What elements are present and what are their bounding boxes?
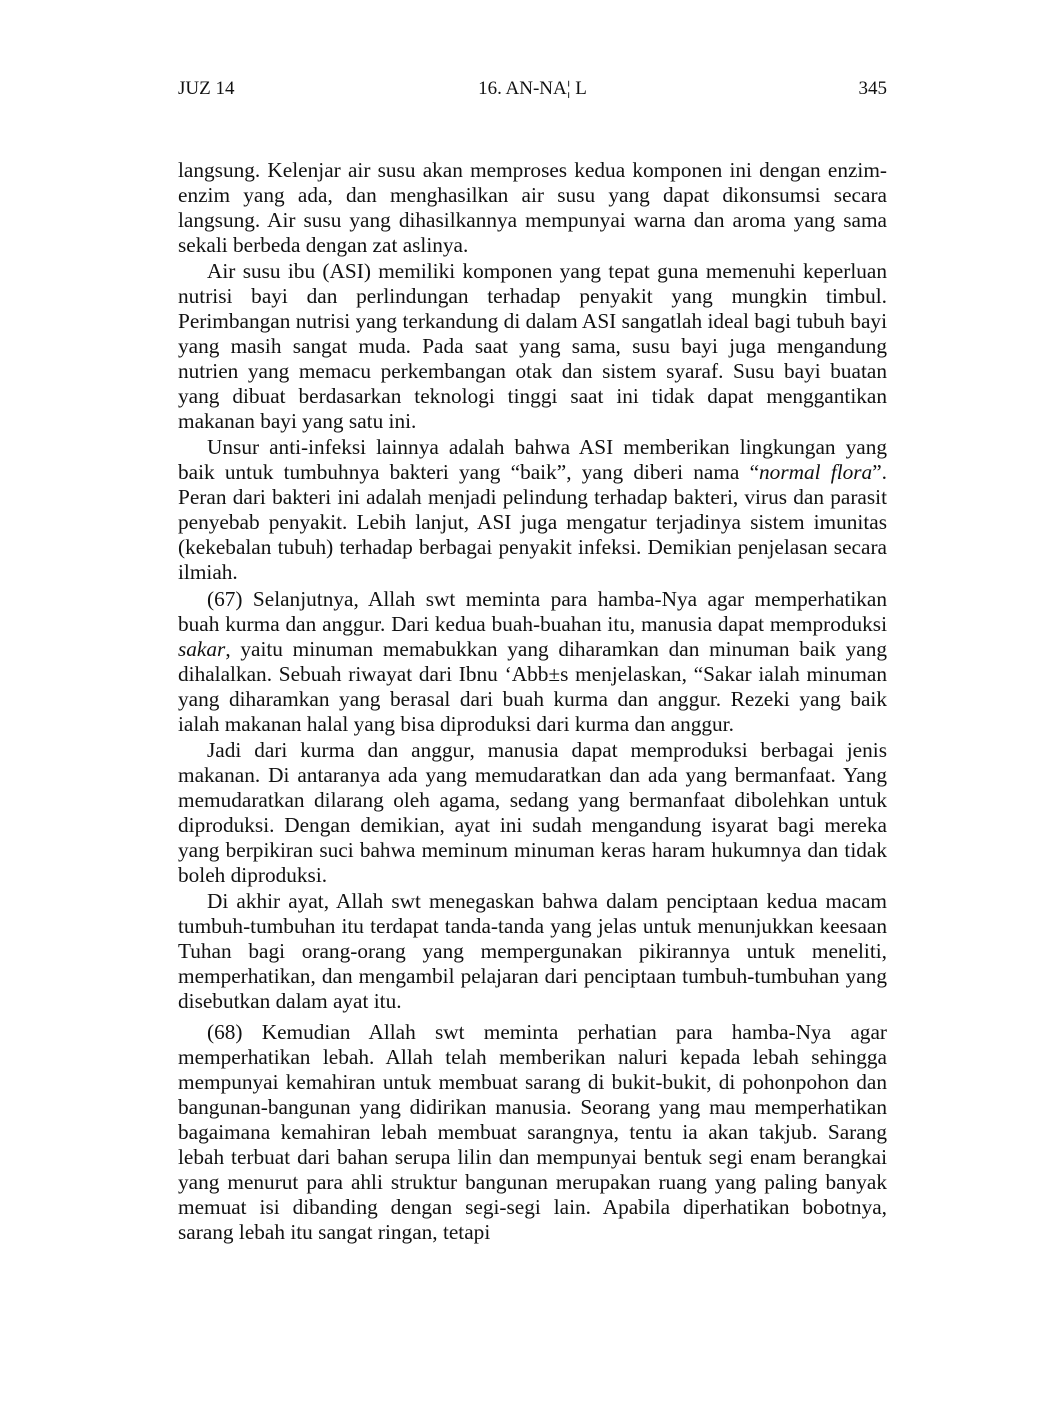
body-text: [178, 158, 887, 1246]
text-run: Jadi dari kurma dan anggur, manusia dapat memproduksi berbagai jenis makanan. Di antaranya ada yang memudaratkan dan ada yang bermanfaat. Yang memudaratkan dilarang oleh agama, sedang yang bermanfaat dibolehkan untuk diproduksi. Dengan demikian, ayat ini sudah mengandung isyarat bagi mereka yang berpikiran suci bahwa meminum minuman keras haram hukumnya dan tidak boleh diproduksi.: [178, 737, 887, 887]
italic-term: normal flora: [759, 460, 873, 485]
text-run: (68) Kemudian Allah swt meminta perhatian para hamba-Nya agar memperhatikan lebah. Allah telah memberikan naluri kepada lebah sehingga mempunyai kemahiran untuk membuat sarang di bukit-bukit, di pohonpohon dan bangunan-bangunan yang didirikan manusia. Seorang yang mau memperhatikan bagaimana kemahiran lebah membuat sarangnya, tentu ia akan takjub. Sarang lebah terbuat dari bahan serupa lilin dan mempunyai bentuk segi enam berangkai yang menurut para ahli struktur bangunan merupakan ruang yang paling banyak memuat isi dibanding dengan segi-segi lain. Apabila diperhatikan bobotnya, sarang lebah itu sangat ringan, tetapi: [178, 1019, 887, 1244]
text-run: langsung. Kelenjar air susu akan memproses kedua komponen ini dengan enzim-enzim yang ada, dan menghasilkan air susu yang dapat dikonsumsi secara langsung. Air susu yang dihasilkannya mempunyai warna dan aroma yang sama sekali berbeda dengan zat aslinya.: [178, 158, 887, 257]
text-run: ”. Peran dari bakteri ini adalah menjadi pelindung terhadap bakteri, virus dan parasit penyebab penyakit. Lebih lanjut, ASI juga mengatur terjadinya sistem imunitas (kekebalan tubuh) terhadap berbagai penyakit infeksi. Demikian penjelasan secara ilmiah.: [178, 460, 887, 585]
paragraph-end-of-verse: [178, 889, 887, 1014]
page-number: 345: [858, 78, 887, 99]
italic-term: sakar: [178, 636, 226, 661]
running-header: [178, 76, 887, 102]
text-run: Unsur anti-infeksi lainnya adalah bahwa ASI memberikan lingkungan yang baik untuk tumbuhnya bakteri yang “baik”, yang diberi nama “: [178, 435, 887, 485]
paragraph-verse-67: [178, 587, 887, 737]
text-run: Di akhir ayat, Allah swt menegaskan bahwa dalam penciptaan kedua macam tumbuh-tumbuhan itu terdapat tanda-tanda yang jelas untuk menunjukkan keesaan Tuhan bagi orang-orang yang mempergunakan pikirannya untuk meneliti, memperhatikan, dan mengambil pelajaran dari penciptaan tumbuh-tumbuhan yang disebutkan dalam ayat itu.: [178, 888, 887, 1013]
paragraph-anti-infection: [178, 435, 887, 585]
paragraph-continued: [178, 158, 887, 258]
surah-title: 16. AN-NA¦ L: [478, 78, 587, 99]
text-run: Air susu ibu (ASI) memiliki komponen yang tepat guna memenuhi keperluan nutrisi bayi dan perlindungan terhadap penyakit yang mungkin timbul. Perimbangan nutrisi yang terkandung di dalam ASI sangatlah ideal bagi tubuh bayi yang masih sangat muda. Pada saat yang sama, susu bayi juga mengandung nutrien yang memacu perkembangan otak dan sistem syaraf. Susu bayi buatan yang dibuat berdasarkan teknologi tinggi saat ini tidak dapat menggantikan makanan bayi yang satu ini.: [178, 259, 887, 434]
paragraph-dates-grapes: [178, 738, 887, 888]
paragraph-asi-components: [178, 259, 887, 434]
paragraph-verse-68: [178, 1020, 887, 1245]
juz-label: JUZ 14: [178, 78, 235, 99]
text-run: (67) Selanjutnya, Allah swt meminta para hamba-Nya agar memperhatikan buah kurma dan anggur. Dari kedua buah-buahan itu, manusia dapat memproduksi: [178, 586, 887, 636]
text-run: , yaitu minuman memabukkan yang diharamkan dan minuman baik yang dihalalkan. Sebuah riwayat dari Ibnu ‘Abb±s menjelaskan, “Sakar ialah minuman yang diharamkan yang berasal dari buah kurma dan anggur. Rezeki yang baik ialah makanan halal yang bisa diproduksi dari kurma dan anggur.: [178, 636, 887, 736]
